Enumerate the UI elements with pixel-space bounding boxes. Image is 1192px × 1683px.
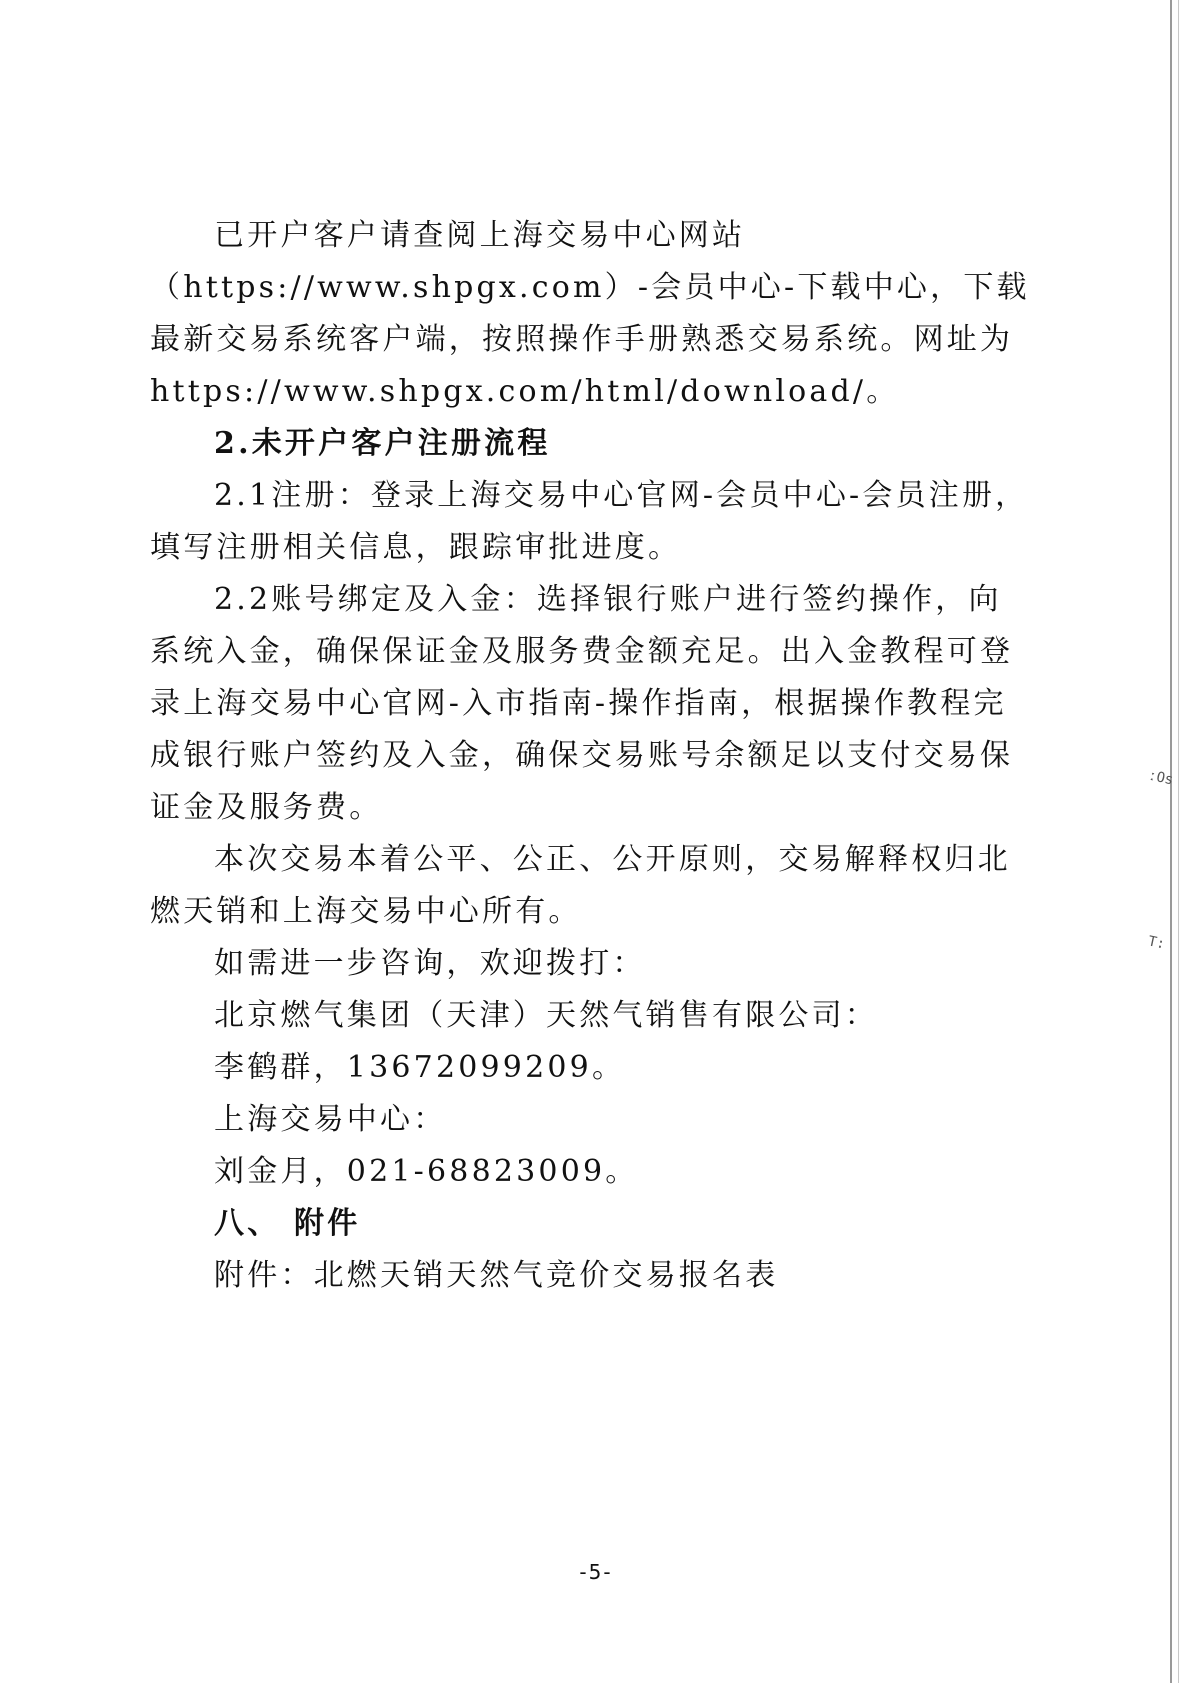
contact-person-2: 刘金月，021-68823009。 — [214, 1154, 639, 1189]
scan-edge-mark-1: ːOs — [1146, 767, 1175, 789]
contact-person-1: 李鹤群，13672099209。 — [214, 1050, 626, 1085]
heading-attachments: 八、 附件 — [214, 1206, 361, 1241]
heading-new-customer-registration: 2.未开户客户注册流程 — [214, 426, 551, 461]
contact-exchange-name: 上海交易中心： — [214, 1102, 447, 1137]
page-number: -5- — [579, 1560, 613, 1584]
paragraph-existing-customers: 已开户客户请查阅上海交易中心网站（https://www.shpgx.com）-会员中心-下载中心，下载最新交易系统客户端，按照操作手册熟悉交易系统。网址为https://www.shpgx.com/html/download/。 — [150, 218, 1030, 409]
paragraph-account-binding: 2.2账号绑定及入金：选择银行账户进行签约操作，向系统入金，确保保证金及服务费金额充足。出入金教程可登录上海交易中心官网-入市指南-操作指南，根据操作教程完成银行账户签约及入金，确保交易账号余额足以支付交易保证金及服务费。 — [150, 582, 1014, 825]
paragraph-registration: 2.1注册：登录上海交易中心官网-会员中心-会员注册，填写注册相关信息，跟踪审批进度。 — [150, 478, 1029, 565]
document-body — [150, 210, 1030, 1302]
paragraph-trading-principles: 本次交易本着公平、公正、公开原则，交易解释权归北燃天销和上海交易中心所有。 — [150, 842, 1011, 929]
paragraph-attachment: 附件：北燃天销天然气竞价交易报名表 — [214, 1258, 779, 1293]
paragraph-contact-intro: 如需进一步咨询，欢迎拨打： — [214, 946, 646, 981]
scan-edge-line-secondary — [1178, 0, 1179, 1683]
scan-edge-line — [1170, 0, 1172, 1683]
scan-edge-mark-2: T: — [1146, 933, 1167, 953]
contact-company-name: 北京燃气集团（天津）天然气销售有限公司： — [214, 998, 878, 1033]
